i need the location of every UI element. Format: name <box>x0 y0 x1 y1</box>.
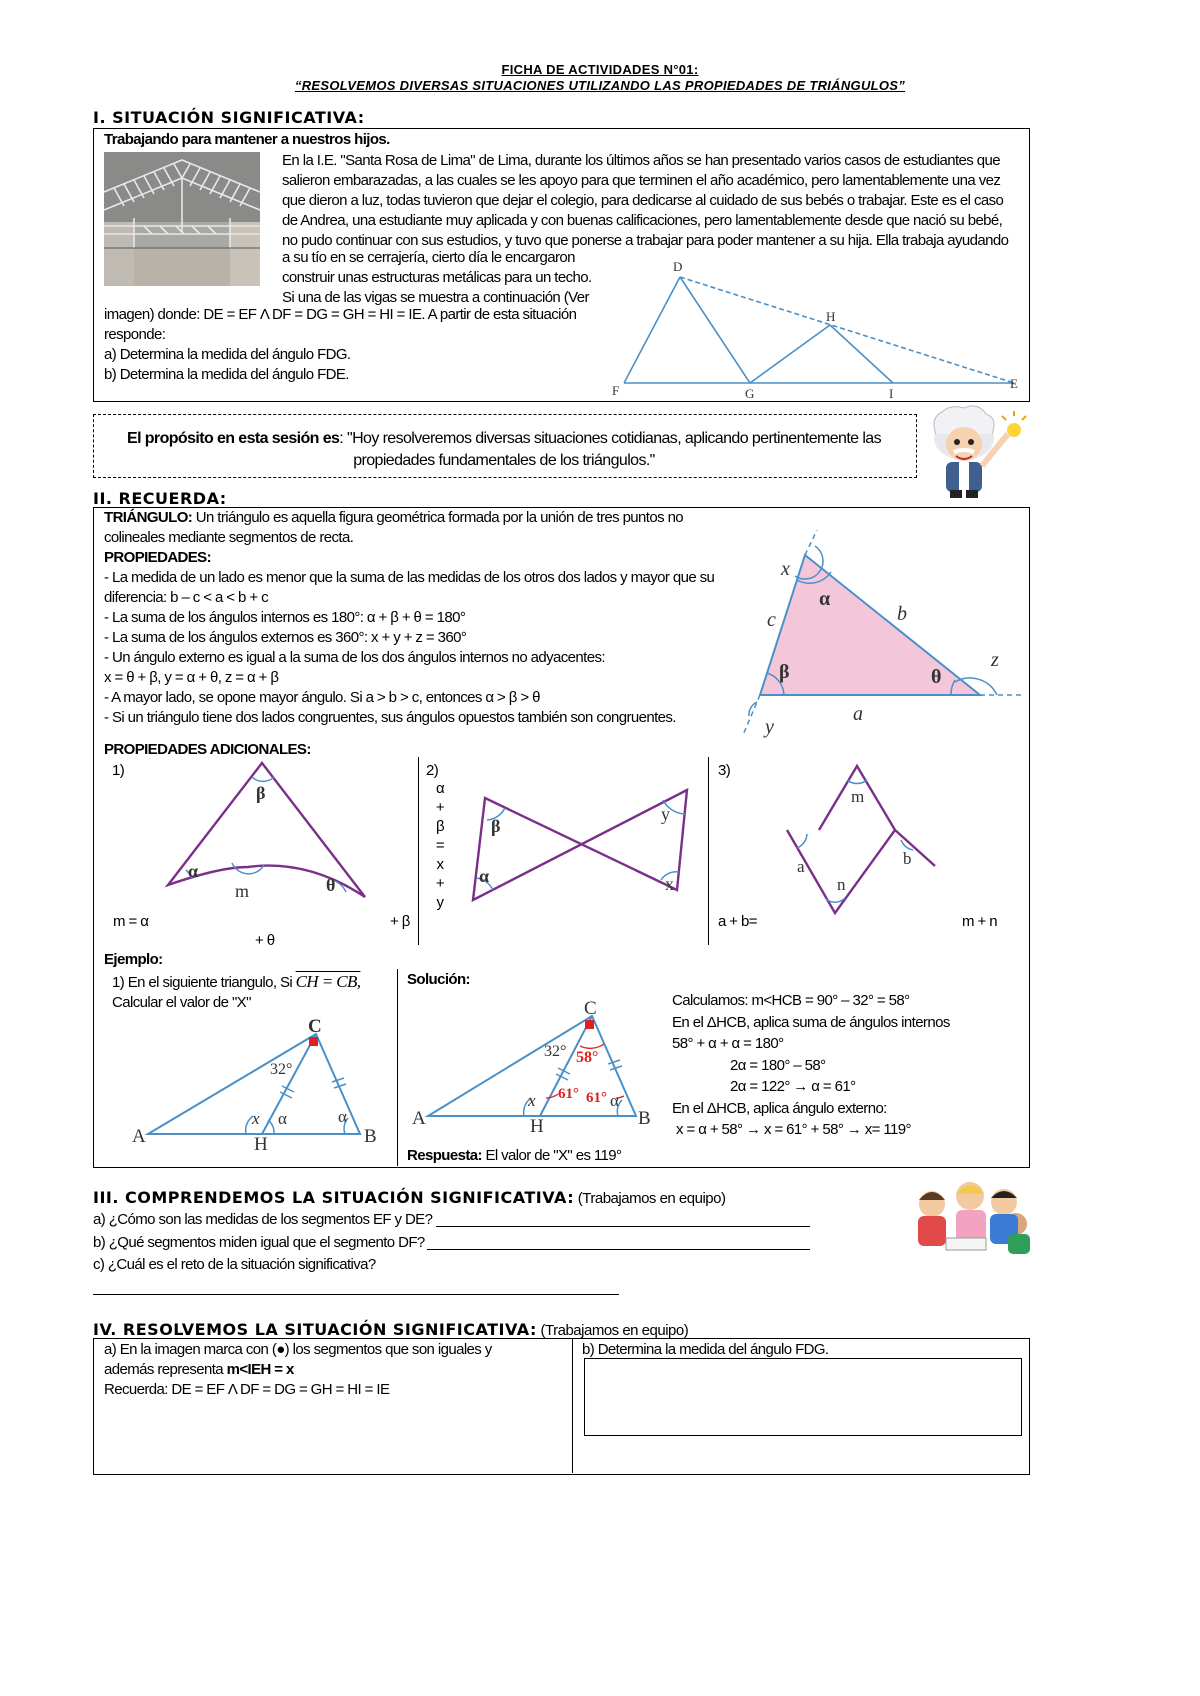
p2-formula-beta: β <box>435 818 445 835</box>
segment-DF <box>624 277 680 383</box>
label-F: F <box>612 383 620 398</box>
p2-label-alpha: α <box>479 866 490 886</box>
p2-formula-y: y <box>436 894 444 911</box>
section2-heading: II. RECUERDA: <box>93 489 227 508</box>
property-line-6: x = θ + β, y = α + θ, z = α + β <box>104 669 279 686</box>
section3-question-c: c) ¿Cuál es el reto de la situación significativa? <box>93 1256 376 1273</box>
example-line-2: Calcular el valor de "X" <box>112 994 251 1011</box>
p2-formula-plus-2: + <box>435 875 445 892</box>
p1-label-alpha: α <box>188 861 199 881</box>
section3-heading-sub: (Trabajamos en equipo) <box>574 1190 726 1207</box>
section4-left-line-2-bold: m<IEH = x <box>226 1361 294 1378</box>
section4-right-title: b) Determina la medida del ángulo FDG. <box>582 1341 829 1358</box>
purpose-text <box>93 428 915 472</box>
section4-left <box>104 1340 564 1400</box>
tri-label-x: x <box>781 558 790 580</box>
label-G: G <box>745 386 755 400</box>
section1-heading: I. SITUACIÓN SIGNIFICATIVA: <box>93 108 365 127</box>
property-line-7: - A mayor lado, se opone mayor ángulo. Si a > b > c, entonces α > β > θ <box>104 689 540 706</box>
solution-label: Solución: <box>407 971 470 988</box>
section3-heading <box>93 1188 725 1207</box>
p2-label-x: x <box>665 874 674 894</box>
answer-line-b[interactable] <box>427 1249 810 1250</box>
calc-line-3: 58° + α + α = 180° <box>672 1035 784 1052</box>
property-line-2: diferencia: b – c < a < b + c <box>104 589 268 606</box>
ex-label-x: x <box>252 1109 260 1128</box>
situation-line-5: no pudo continuar con sus estudios, y tuvo que ponerse a trabajar para poder mantener a su hija. Ella trabaja ayudando <box>282 232 1009 249</box>
p1-label-m: m <box>235 881 250 901</box>
p3-label-m: m <box>851 787 865 806</box>
solution-triangle <box>410 998 672 1138</box>
students-cartoon <box>912 1176 1032 1258</box>
property-line-4: - La suma de los ángulos externos es 360°: x + y + z = 360° <box>104 629 467 646</box>
situation-left-line-2: construir unas estructuras metálicas para un techo. <box>282 269 592 286</box>
property-2-figure <box>465 782 705 912</box>
segment-HI <box>830 325 893 383</box>
definition-text-1: Un triángulo es aquella figura geométrica formada por la unión de tres puntos no <box>192 509 684 526</box>
roof-structure-photo <box>104 152 260 286</box>
sol-label-alpha: α <box>610 1091 619 1110</box>
property-1-formula-c: + θ <box>255 932 275 949</box>
sol-label-C: C <box>584 998 597 1019</box>
answer-label: Respuesta: <box>407 1147 482 1164</box>
example-statement <box>112 972 360 1013</box>
triangle-definition <box>104 508 714 728</box>
purpose-text-1: : "Hoy resolveremos diversas situaciones cotidianas, aplicando pertinentemente las <box>339 430 881 447</box>
sol-label-58: 58° <box>576 1049 599 1066</box>
property-line-3: - La suma de los ángulos internos es 180°: α + β + θ = 180° <box>104 609 466 626</box>
property-3-number: 3) <box>718 762 731 779</box>
segment-GH <box>750 325 830 383</box>
label-H: H <box>826 309 836 324</box>
p2-formula-plus-1: + <box>435 799 445 816</box>
ex-label-C: C <box>308 1016 322 1037</box>
section4-heading <box>93 1320 688 1339</box>
sol-label-H: H <box>530 1116 544 1137</box>
sol-label-61-a: 61° <box>558 1086 579 1102</box>
section4-divider <box>572 1338 573 1473</box>
ex-label-alpha-1: α <box>278 1109 287 1128</box>
example-line-1: 1) En el siguiente triangulo, Si <box>112 974 296 991</box>
section4-left-line-3: Recuerda: DE = EF Λ DF = DG = GH = HI = IE <box>104 1381 390 1398</box>
divider-2 <box>708 757 709 945</box>
situation-condition-line: imagen) donde: DE = EF Λ DF = DG = GH = HI = IE. A partir de esta situación <box>104 306 577 323</box>
calc-line-6: En el ΔHCB, aplica ángulo externo: <box>672 1099 887 1117</box>
divider-1 <box>418 757 419 945</box>
situation-line-4: de Andrea, una estudiante muy aplicada y con buenas calificaciones, pero lamentablemente desde que nació su bebé, <box>282 212 1003 229</box>
p3-label-n: n <box>837 875 846 894</box>
ex-label-A: A <box>132 1126 146 1147</box>
solution-calculations <box>672 990 950 1141</box>
ex-label-H: H <box>254 1134 268 1152</box>
answer-line-a[interactable] <box>436 1226 810 1227</box>
p1-label-beta: β <box>256 783 266 803</box>
purpose-label: El propósito en esta sesión es <box>127 430 340 447</box>
property-3-formula-b: m + n <box>962 913 997 930</box>
p2-label-beta: β <box>491 816 501 836</box>
situation-left-text <box>282 248 592 308</box>
property-line-1: - La medida de un lado es menor que la suma de las medidas de los otros dos lados y mayor que su <box>104 569 715 586</box>
extension-top <box>805 530 817 555</box>
calc-line-7: x = α + 58° → x = 61° + 58° → x= 119° <box>676 1121 911 1138</box>
properties-label: PROPIEDADES: <box>104 549 211 566</box>
tri-label-c: c <box>767 609 776 631</box>
situation-left-line-1: a su tío en se cerrajería, cierto día le encargaron <box>282 249 575 266</box>
sol-label-32: 32° <box>544 1043 567 1060</box>
tri-label-theta: θ <box>931 666 942 688</box>
p3-label-b: b <box>903 849 912 868</box>
p2-formula-x: x <box>436 856 444 873</box>
sol-label-61-b: 61° <box>586 1090 607 1106</box>
property-line-8: - Si un triángulo tiene dos lados congruentes, sus ángulos opuestos también son congruentes. <box>104 709 676 726</box>
label-D: D <box>673 259 683 274</box>
p1-label-theta: θ <box>326 875 336 895</box>
example-label: Ejemplo: <box>104 951 163 968</box>
question-a: a) Determina la medida del ángulo FDG. <box>104 346 351 363</box>
sol-label-x: x <box>528 1091 536 1110</box>
property-1-number: 1) <box>112 762 125 779</box>
p2-formula-equals: = <box>435 837 445 854</box>
tri-label-y: y <box>765 716 774 738</box>
situation-questions <box>104 305 576 385</box>
p3-label-a: a <box>797 857 805 876</box>
worksheet-subtitle: “RESOLVEMOS DIVERSAS SITUACIONES UTILIZANDO LAS PROPIEDADES DE TRIÁNGULOS” <box>294 78 906 93</box>
section1-subtitle: Trabajando para mantener a nuestros hijos. <box>104 131 390 148</box>
situation-left-line-3: Si una de las vigas se muestra a continuación (Ver <box>282 289 589 306</box>
label-E: E <box>1010 376 1018 391</box>
section4-heading-text: IV. RESOLVEMOS LA SITUACIÓN SIGNIFICATIVA: <box>93 1320 537 1339</box>
section4-answer-box[interactable] <box>584 1358 1022 1436</box>
ex-label-B: B <box>364 1126 377 1147</box>
tri-label-b: b <box>897 603 907 625</box>
tri-label-alpha: α <box>819 588 831 610</box>
purpose-text-2: propiedades fundamentales de los triángulos." <box>353 452 655 469</box>
p2-formula-alpha: α <box>435 780 445 797</box>
ex-label-alpha-2: α <box>338 1107 347 1126</box>
section3-question-a: a) ¿Cómo son las medidas de los segmentos EF y DE? <box>93 1211 433 1228</box>
calc-line-4: 2α = 180° – 58° <box>730 1056 826 1074</box>
tri-label-beta: β <box>779 661 790 683</box>
section4-left-line-1: a) En la imagen marca con (●) los segmentos que son iguales y <box>104 1341 492 1358</box>
sol-label-B: B <box>638 1108 651 1129</box>
situation-line-3: que dieron a luz, todas tuvieron que dejar el colegio, para dedicarse al cuidado de sus bebés o trabajar. Este es el caso <box>282 192 1004 209</box>
p2-label-y: y <box>661 804 670 824</box>
main-triangle <box>760 555 980 695</box>
property-2-formula <box>433 779 447 912</box>
segment-DE <box>680 277 1014 383</box>
property-line-5: - Un ángulo externo es igual a la suma de los dos ángulos internos no adyacentes: <box>104 649 605 666</box>
situation-paragraph <box>282 151 1027 251</box>
answer-line-c[interactable] <box>93 1294 619 1295</box>
section4-left-line-2: además representa <box>104 1361 227 1378</box>
label-I: I <box>889 386 894 400</box>
property-1-figure <box>160 755 410 910</box>
definition-label: TRIÁNGULO: <box>104 509 193 526</box>
property-3-figure <box>775 758 945 923</box>
definition-text-2: colineales mediante segmentos de recta. <box>104 529 354 546</box>
section4-heading-sub: (Trabajamos en equipo) <box>536 1322 689 1339</box>
segment-DG <box>680 277 750 383</box>
tri-label-a: a <box>853 703 863 725</box>
property-2-number: 2) <box>426 762 439 779</box>
calc-line-5: 2α = 122° → α = 61° <box>730 1078 856 1095</box>
property-1-formula-b: + β <box>390 913 410 930</box>
answer-line <box>407 1146 621 1166</box>
example-triangle <box>128 1012 388 1152</box>
section3-heading-text: III. COMPRENDEMOS LA SITUACIÓN SIGNIFICATIVA: <box>93 1188 575 1207</box>
property-3-formula-a: a + b= <box>718 913 757 930</box>
section3-question-b: b) ¿Qué segmentos miden igual que el segmento DF? <box>93 1234 425 1251</box>
scientist-cartoon <box>926 404 1030 500</box>
beam-diagram <box>600 255 1028 400</box>
calc-line-2: En el ΔHCB, aplica suma de ángulos internos <box>672 1013 950 1031</box>
triangle-properties-diagram <box>735 530 1025 745</box>
tri-label-z: z <box>991 649 999 671</box>
responde-label: responde: <box>104 326 166 343</box>
additional-properties-label: PROPIEDADES ADICIONALES: <box>104 741 311 758</box>
worksheet-title: FICHA DE ACTIVIDADES N°01: <box>501 62 699 77</box>
ex-label-angle: 32° <box>270 1061 293 1078</box>
question-b: b) Determina la medida del ángulo FDE. <box>104 366 349 383</box>
extension-bottom <box>743 695 760 735</box>
example-condition: CH = CB, <box>295 972 361 991</box>
property-1-formula-a: m = α <box>113 913 149 930</box>
sol-label-A: A <box>412 1108 426 1129</box>
answer-text: El valor de "X" es 119° <box>481 1147 622 1164</box>
situation-line-2: salieron embarazadas, a las cuales se les apoyo para que terminen el año académico, pero lamentablemente una vez <box>282 172 1001 189</box>
situation-line-1: En la I.E. "Santa Rosa de Lima" de Lima, durante los últimos años se han presentado varios casos de estudiantes que <box>282 152 1000 169</box>
calc-line-1: Calculamos: m<HCB = 90° – 32° = 58° <box>672 992 910 1009</box>
example-divider <box>397 969 398 1166</box>
